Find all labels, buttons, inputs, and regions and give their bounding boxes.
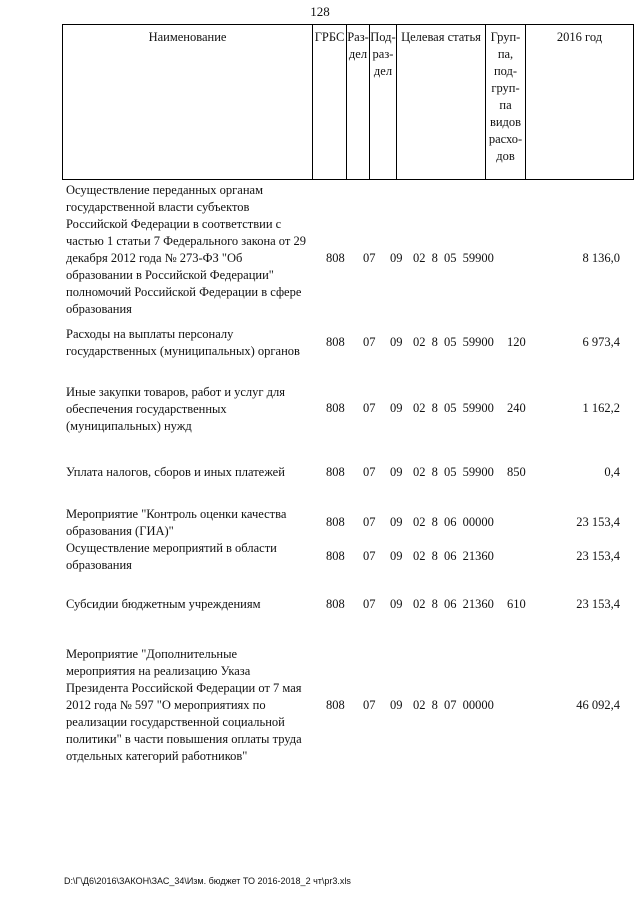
- row-razdel: 07: [363, 597, 376, 611]
- row-name: Осуществление мероприятий в области образования: [66, 541, 277, 572]
- row-name: Мероприятие "Дополнительные мероприятия на реализацию Указа Президента Российской Федерации от 7 мая 2012 года № 597 "О мероприятиях по реализации государственной социальной политики" в части повышения оплаты труда отдельных категорий работников": [66, 647, 302, 763]
- row-razdel: 07: [363, 335, 376, 349]
- row-amount: 8 136,0: [582, 251, 620, 265]
- row-podrazdel: 09: [390, 597, 403, 611]
- header-name: Наименование: [63, 25, 313, 180]
- row-amount: 6 973,4: [582, 335, 620, 349]
- row-target: 02 8 05 59900: [413, 335, 494, 349]
- row-grbs: 808: [326, 251, 345, 265]
- row-amount: 0,4: [604, 465, 620, 479]
- row-target: 02 8 06 21360: [413, 597, 494, 611]
- row-amount: 23 153,4: [576, 515, 620, 529]
- header-podrazdel: Под- раз- дел: [370, 25, 397, 180]
- row-target: 02 8 06 00000: [413, 515, 494, 529]
- row-podrazdel: 09: [390, 335, 403, 349]
- row-podrazdel: 09: [390, 401, 403, 415]
- footer-file-path: D:\Г\Д6\2016\ЗАКОН\ЗАС_34\Изм. бюджет ТО 2016-2018_2 чт\pr3.xls: [64, 876, 351, 886]
- row-grbs: 808: [326, 549, 345, 563]
- row-podrazdel: 09: [390, 251, 403, 265]
- row-target: 02 8 07 00000: [413, 698, 494, 712]
- row-razdel: 07: [363, 465, 376, 479]
- row-name: Уплата налогов, сборов и иных платежей: [66, 465, 285, 479]
- row-group: 240: [507, 401, 526, 415]
- header-year: 2016 год: [526, 25, 634, 180]
- row-razdel: 07: [363, 515, 376, 529]
- row-grbs: 808: [326, 698, 345, 712]
- header-target: Целевая статья: [397, 25, 486, 180]
- row-amount: 23 153,4: [576, 597, 620, 611]
- row-amount: 1 162,2: [582, 401, 620, 415]
- row-name: Расходы на выплаты персоналу государственных (муниципальных) органов: [66, 327, 300, 358]
- row-grbs: 808: [326, 335, 345, 349]
- row-name: Мероприятие "Контроль оценки качества образования (ГИА)": [66, 507, 287, 538]
- row-grbs: 808: [326, 465, 345, 479]
- row-group: 610: [507, 597, 526, 611]
- row-target: 02 8 05 59900: [413, 401, 494, 415]
- row-group: 850: [507, 465, 526, 479]
- row-amount: 23 153,4: [576, 549, 620, 563]
- row-group: 120: [507, 335, 526, 349]
- header-grbs: ГРБС: [313, 25, 347, 180]
- row-grbs: 808: [326, 515, 345, 529]
- row-name: Осуществление переданных органам государственной власти субъектов Российской Федерации в соответствии с частью 1 статьи 7 Федерального закона от 29 декабря 2012 года № 273-ФЗ "Об образовании в Российской Федерации" полномочий Российской Федерации в сфере образования: [66, 183, 306, 316]
- row-name: Иные закупки товаров, работ и услуг для обеспечения государственных (муниципальных) нужд: [66, 385, 286, 433]
- row-grbs: 808: [326, 597, 345, 611]
- page-number: 128: [310, 4, 330, 19]
- row-grbs: 808: [326, 401, 345, 415]
- row-target: 02 8 06 21360: [413, 549, 494, 563]
- row-target: 02 8 05 59900: [413, 465, 494, 479]
- row-name: Субсидии бюджетным учреждениям: [66, 597, 261, 611]
- row-podrazdel: 09: [390, 549, 403, 563]
- row-razdel: 07: [363, 251, 376, 265]
- row-razdel: 07: [363, 549, 376, 563]
- table-header: [62, 24, 634, 180]
- row-razdel: 07: [363, 401, 376, 415]
- header-razdel: Раз- дел: [347, 25, 370, 180]
- row-target: 02 8 05 59900: [413, 251, 494, 265]
- row-podrazdel: 09: [390, 515, 403, 529]
- row-amount: 46 092,4: [576, 698, 620, 712]
- header-group: Груп- па, под- груп- па видов расхо- дов: [486, 25, 526, 180]
- row-podrazdel: 09: [390, 465, 403, 479]
- row-podrazdel: 09: [390, 698, 403, 712]
- row-razdel: 07: [363, 698, 376, 712]
